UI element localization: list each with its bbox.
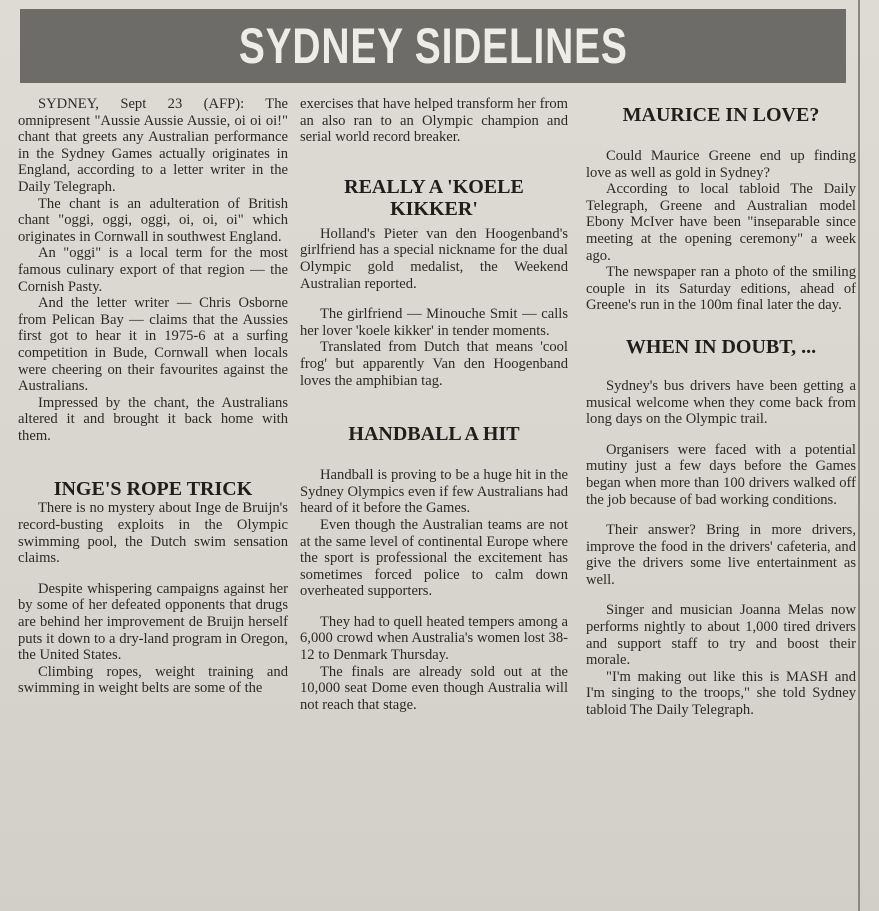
- column-rule: [858, 0, 860, 911]
- column-2: [300, 96, 568, 713]
- article-paragraph: Climbing ropes, weight training and swimming in weight belts are some of the: [18, 663, 288, 697]
- article-paragraph: SYDNEY, Sept 23 (AFP): The omnipresent "Aussie Aussie Aussie, oi oi oi!" chant that greets any Australian performance in the Sydney Games actually originates in England, according to a letter writer in the Daily Telegraph.: [18, 96, 288, 195]
- article-paragraph: Holland's Pieter van den Hoogenband's girlfriend has a special nickname for the dual Olympic gold medalist, the Weekend Australian reported.: [300, 225, 568, 292]
- article-paragraph: Singer and musician Joanna Melas now performs nightly to about 1,000 tired drivers and support staff to try and boost their morale.: [586, 602, 856, 669]
- article-paragraph: According to local tabloid The Daily Telegraph, Greene and Australian model Ebony McIver have been "inseparable since meeting at the opening ceremony" a week ago.: [586, 181, 856, 264]
- headline-koele-kikker: REALLY A 'KOELE KIKKER': [344, 175, 524, 220]
- article-paragraph: Their answer? Bring in more drivers, improve the food in the drivers' cafeteria, and give the drivers some live entertainment as well.: [586, 522, 856, 588]
- article-paragraph: Could Maurice Greene end up finding love as well as gold in Sydney?: [586, 148, 856, 181]
- article-paragraph: An "oggi" is a local term for the most famous culinary export of that region — the Cornish Pasty.: [18, 245, 288, 295]
- article-paragraph: The finals are already sold out at the 10,000 seat Dome even though Australia will not reach that stage.: [300, 663, 568, 713]
- article-paragraph: The girlfriend — Minouche Smit — calls her lover 'koele kikker' in tender moments.: [300, 306, 568, 339]
- article-paragraph: Organisers were faced with a potential mutiny just a few days before the Games began when more than 100 drivers walked off the job because of bad working conditions.: [586, 441, 856, 508]
- article-paragraph: There is no mystery about Inge de Bruijn's record-busting exploits in the Olympic swimming pool, the Dutch swim sensation claims.: [18, 500, 288, 567]
- headline-when-in-doubt: WHEN IN DOUBT, ...: [625, 335, 817, 358]
- article-paragraph: Even though the Australian teams are not at the same level of continental Europe where the sport is professional the excitement has sometimes forced police to calm down overheated supporters.: [300, 516, 568, 600]
- article-paragraph: The newspaper ran a photo of the smiling couple in its Saturday editions, ahead of Greene's run in the 100m final later the day.: [586, 264, 856, 314]
- article-paragraph: The chant is an adulteration of British chant "oggi, oggi, oggi, oi, oi, oi" which originates in Cornwall in southwest England.: [18, 195, 288, 245]
- article-paragraph: And the letter writer — Chris Osborne from Pelican Bay — claims that the Aussies first got to hear it in 1975-6 at a surfing competition in Bude, Cornwall when locals were cheering on their favourites against the Australians.: [18, 295, 288, 395]
- article-paragraph: They had to quell heated tempers among a 6,000 crowd when Australia's women lost 38-12 to Denmark Thursday.: [300, 613, 568, 664]
- headline-inge: INGE'S ROPE TRICK: [53, 478, 253, 501]
- column-1: [18, 96, 288, 697]
- headline-handball: HANDBALL A HIT: [348, 423, 520, 446]
- headline-maurice: MAURICE IN LOVE?: [622, 104, 820, 126]
- column-3: [586, 96, 856, 719]
- masthead-title: SYDNEY SIDELINES: [238, 18, 628, 74]
- article-paragraph: Translated from Dutch that means 'cool frog' but apparently Van den Hoogenband loves the amphibian tag.: [300, 339, 568, 389]
- masthead-banner: [20, 9, 846, 83]
- article-paragraph: Handball is proving to be a huge hit in the Sydney Olympics even if few Australians had heard of it before the Games.: [300, 467, 568, 517]
- article-paragraph: Impressed by the chant, the Australians altered it and brought it back home with them.: [18, 394, 288, 444]
- article-paragraph: exercises that have helped transform her from an also ran to an Olympic champion and serial world record breaker.: [300, 96, 568, 146]
- article-paragraph: Despite whispering campaigns against her by some of her defeated opponents that drugs are behind her improvement de Bruijn herself puts it down to a dry-land program in Oregon, the United States.: [18, 580, 288, 664]
- article-paragraph: "I'm making out like this is MASH and I'm singing to the troops," she told Sydney tabloid The Daily Telegraph.: [586, 668, 856, 719]
- article-paragraph: Sydney's bus drivers have been getting a musical welcome when they come back from long days on the Olympic trail.: [586, 377, 856, 428]
